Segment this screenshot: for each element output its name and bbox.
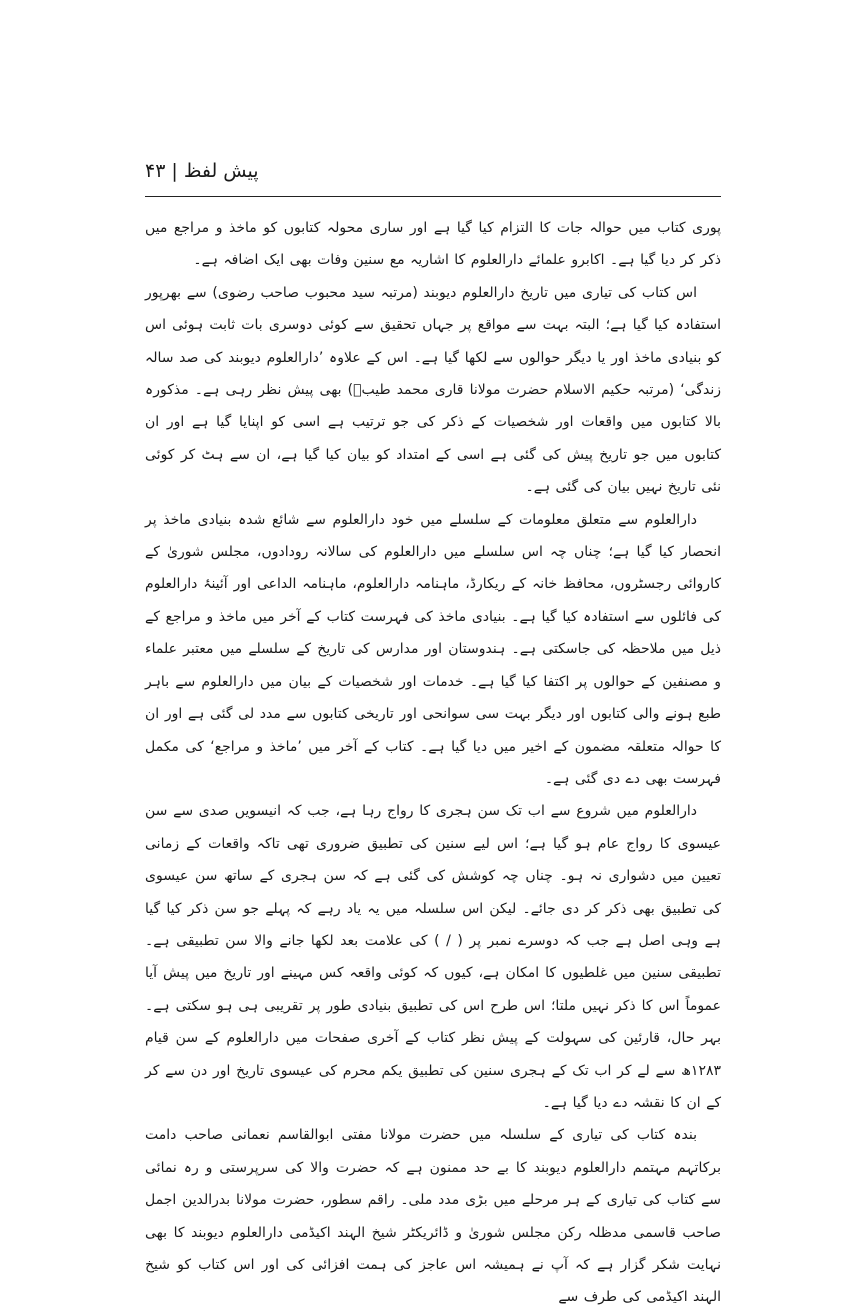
header-separator: | — [171, 160, 178, 182]
chapter-title: پیش لفظ — [183, 160, 259, 182]
paragraph-1: پوری کتاب میں حوالہ جات کا التزام کیا گیا ہے اور ساری محولہ کتابوں کو ماخذ و مراجع میں ذکر کر دیا گیا ہے۔ اکابرو علمائے دارالعلوم کا اشاریہ مع سنین وفات بھی ایک اضافہ ہے۔ — [145, 220, 721, 269]
running-header — [145, 160, 259, 182]
paragraph-3: دارالعلوم سے متعلق معلومات کے سلسلے میں خود دارالعلوم سے شائع شدہ بنیادی ماخذ پر انحصار کیا گیا ہے؛ چناں چہ اس سلسلے میں دارالعلوم کی سالانہ رودادوں، مجلس شوریٰ کے کاروائی رجسٹروں، محافظ خانہ کے ریکارڈ، ماہنامہ دارالعلوم، ماہنامہ الداعی اور آئینۂ دارالعلوم کی فائلوں سے استفادہ کیا گیا ہے۔ بنیادی ماخذ کی فہرست کتاب کے آخر میں ماخذ و مراجع کے ذیل میں ملاحظہ کی جاسکتی ہے۔ ہندوستان اور مدارس کی تاریخ کے سلسلے میں معتبر علماء و مصنفین کے حوالوں پر اکتفا کیا گیا ہے۔ خدمات اور شخصیات کے بیان میں دارالعلوم سے باہر طبع ہونے والی کتابوں اور دیگر بہت سی سوانحی اور تاریخی کتابوں سے مدد لی گئی ہے اور ان کا حوالہ متعلقہ مضمون کے اخیر میں دیا گیا ہے۔ کتاب کے آخر میں ’ماخذ و مراجع‘ کی مکمل فہرست بھی دے دی گئی ہے۔ — [145, 511, 721, 787]
header-rule — [145, 196, 721, 197]
paragraph-4: دارالعلوم میں شروع سے اب تک سن ہجری کا رواج رہا ہے، جب کہ انیسویں صدی سے سن عیسوی کا رواج عام ہو گیا ہے؛ اس لیے سنین کی تطبیق ضروری تھی تاکہ واقعات کے زمانی تعیین میں دشواری نہ ہو۔ چناں چہ کوشش کی گئی ہے کہ سن ہجری کے ساتھ سن عیسوی کی تطبیق بھی ذکر کر دی جائے۔ لیکن اس سلسلہ میں یہ یاد رہے کہ پہلے جو سن ذکر کیا گیا ہے وہی اصل ہے جب کہ دوسرے نمبر پر ( / ) کی علامت بعد لکھا جانے والا سن تطبیقی ہے۔ تطبیقی سنین میں غلطیوں کا امکان ہے، کیوں کہ کوئی واقعہ کس مہینے اور تاریخ میں پیش آیا عموماً اس کا ذکر نہیں ملتا؛ اس طرح اس کی تطبیق بنیادی طور پر تقریبی ہی ہو سکتی ہے۔ بہر حال، قارئین کی سہولت کے پیش نظر کتاب کے آخری صفحات میں دارالعلوم کے سن قیام ۱۲۸۳ھ سے لے کر اب تک کے ہجری سنین کی تطبیق یکم محرم کی عیسوی تاریخ اور دن سے کر کے ان کا نقشہ دے دیا گیا ہے۔ — [145, 803, 721, 1111]
paragraph-5: بندہ کتاب کی تیاری کے سلسلہ میں حضرت مولانا مفتی ابوالقاسم نعمانی صاحب دامت برکاتہم مہتمم دارالعلوم دیوبند کا بے حد ممنون ہے کہ حضرت والا کی سرپرستی و رہ نمائی سے کتاب کی تیاری کے ہر مرحلے میں بڑی مدد ملی۔ راقم سطور، حضرت مولانا بدرالدین اجمل صاحب قاسمی مدظلہ رکن مجلس شوریٰ و ڈائریکٹر شیخ الہند اکیڈمی دارالعلوم دیوبند کا بھی نہایت شکر گزار ہے کہ آپ نے ہمیشہ اس عاجز کی ہمت افزائی کی اور اس کتاب کو شیخ الہند اکیڈمی کی طرف سے — [145, 1127, 721, 1306]
page-number: ۴۳ — [145, 160, 166, 182]
body-text — [145, 212, 721, 1314]
paragraph-2: اس کتاب کی تیاری میں تاریخ دارالعلوم دیوبند (مرتبہ سید محبوب صاحب رضوی) سے بھرپور استفادہ کیا گیا ہے؛ البتہ بہت سے مواقع پر جہاں تحقیق سے کوئی دوسری بات ثابت ہوئی اس کو بنیادی ماخذ اور یا دیگر حوالوں سے لکھا گیا ہے۔ اس کے علاوہ ’دارالعلوم دیوبند کی صد سالہ زندگی‘ (مرتبہ حکیم الاسلام حضرت مولانا قاری محمد طیبؒ) بھی پیش نظر رہی ہے۔ مذکورہ بالا کتابوں میں واقعات اور شخصیات کے ذکر کی جو ترتیب ہے اسی کو اپنایا گیا ہے اور ان کتابوں میں جو تاریخ پیش کی گئی ہے اسی کے امتداد کو بیان کیا گیا ہے، ان سے ہٹ کر کوئی نئی تاریخ نہیں بیان کی گئی ہے۔ — [145, 284, 721, 496]
